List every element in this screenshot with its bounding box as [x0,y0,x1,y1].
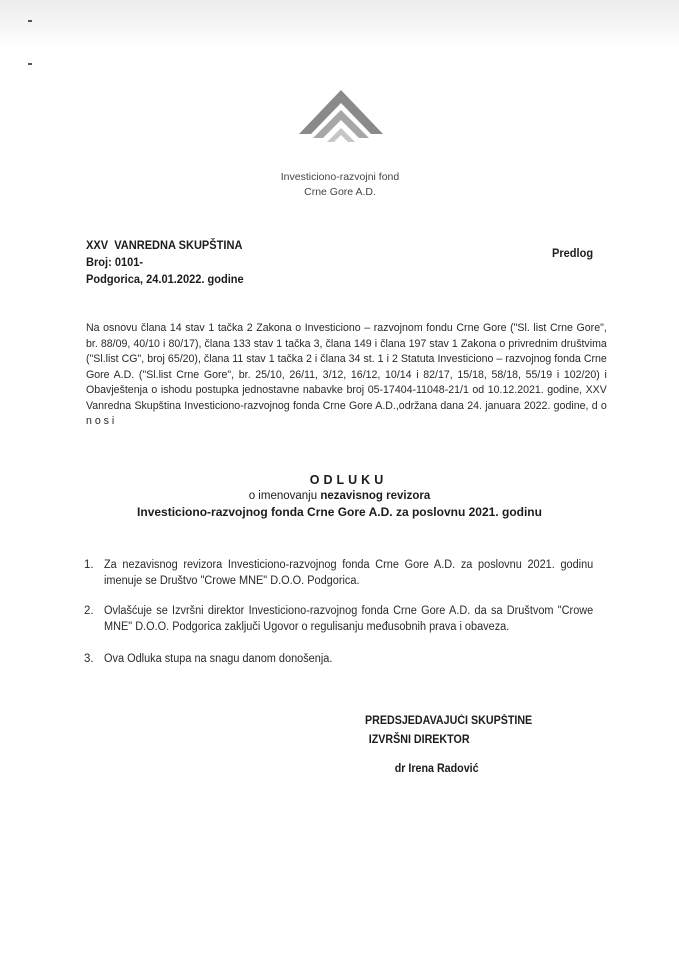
decision-title-block [0,472,679,520]
logo-line-1: Investiciono-razvojni fond [280,171,400,183]
decision-subtitle-lead: o imenovanju [248,490,318,502]
signature-role-1: PREDSJEDAVAJUĆI SKUPŠTINE [365,715,533,727]
list-item-number: 1. [84,559,94,571]
decision-title: ODLUKU [309,473,388,487]
session-name: XXV VANREDNA SKUPŠTINA [86,238,243,252]
signature-role-2: IZVRŠNI DIREKTOR [368,734,470,746]
signatory-name: dr Irena Radović [394,763,479,775]
place-date: Podgorica, 24.01.2022. godine [86,272,244,286]
fund-logo-icon [295,72,387,154]
logo-caption [270,170,410,200]
legal-preamble: Na osnovu člana 14 stav 1 tačka 2 Zakona o Investiciono – razvojnom fondu Crne Gore ("Sl. list Crne Gore", br. 88/09, 40/10 i 80/17), člana 133 stav 1 tačka 3, člana 149 i člana 197 stav 1 Zakona o privrednim društvima ("Sl.list CG", broj 65/20), člana 11 stav 1 tačka 2 i člana 34 st. 1 i 2 Statuta Investiciono – razvojnog fonda Crne Gore A.D. ("Sl.list Crne Gore", br. 25/10, 26/11, 3/12, 16/12, 10/14 i 82/17, 15/18, 58/18, 55/19 i 102/20) i Obavještenja o ishodu postupka jednostavne nabavke broj 05-17404-11048-21/1 od 10.12.2021. godine, XXV Vanredna Skupština Investiciono-razvojnog fonda Crne Gore A.D.,održana dana 24. januara 2022. godine, d o n o s i [86,322,607,427]
proposal-label: Predlog [552,246,594,260]
document-header [86,237,244,288]
decision-subtitle-rest: nezavisnog revizora [320,490,431,502]
scan-mark [28,63,32,65]
logo-line-2: Crne Gore A.D. [304,186,376,198]
list-item-number: 3. [84,653,94,665]
scan-mark [28,20,32,22]
list-item-number: 2. [84,605,94,617]
list-item-text: Za nezavisnog revizora Investiciono-razvojnog fonda Crne Gore A.D. za poslovnu 2021. godinu imenuje se Društvo "Crowe MNE" D.O.O. Podgorica. [104,559,594,587]
decision-subtitle-2: Investiciono-razvojnog fonda Crne Gore A.D. za poslovnu 2021. godinu [137,505,542,519]
decision-subtitle [0,488,679,504]
document-number: Broj: 0101- [86,255,144,269]
signature-block [365,712,533,775]
scan-shadow [0,0,679,48]
list-item-text: Ova Odluka stupa na snagu danom donošenja. [104,653,333,665]
list-item-text: Ovlašćuje se Izvršni direktor Investiciono-razvojnog fonda Crne Gore A.D. da sa Društvom "Crowe MNE" D.O.O. Podgorica zaključi Ugovor o regulisanju međusobnih prava i obaveza. [104,605,594,633]
